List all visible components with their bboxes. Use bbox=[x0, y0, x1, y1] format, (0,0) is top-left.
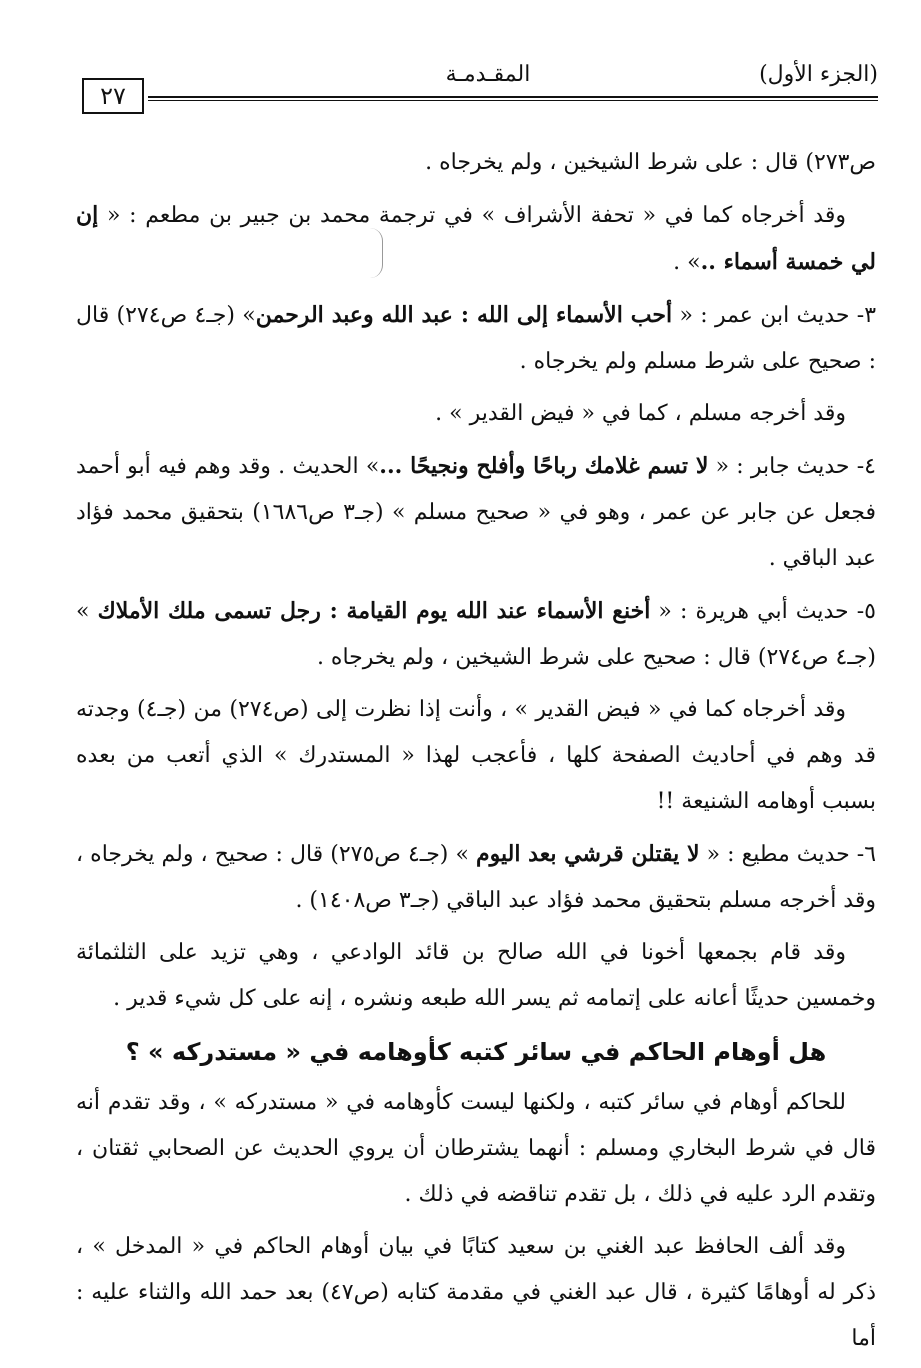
paragraph-text: » (جـ٤ ص٢٧٤) قال : صحيح على شرط الشيخين ، ولم يخرجاه . bbox=[76, 599, 876, 670]
paragraph-p10 bbox=[76, 1080, 876, 1218]
paragraph-text: ص٢٧٣) قال : على شرط الشيخين ، ولم يخرجاه . bbox=[425, 150, 876, 175]
page-number: ٢٧ bbox=[82, 78, 144, 114]
page-header bbox=[78, 58, 878, 118]
paragraph-p1 bbox=[76, 140, 876, 186]
paragraph-text: وقد أخرجاه كما في « تحفة الأشراف » في ترجمة محمد بن جبير بن مطعم : « bbox=[98, 203, 846, 228]
paragraph-p7 bbox=[76, 687, 876, 825]
paragraph-text: ٦- حديث مطيع : « bbox=[699, 842, 877, 867]
header-rule bbox=[148, 96, 878, 98]
paragraph-text: وقد أخرجاه كما في « فيض القدير » ، وأنت إذا نظرت إلى (ص٢٧٤) من (جـ٤) وجدته قد وهم في أحاديث الصفحة كلها ، فأعجب لهذا « المستدرك » الذي أتعب من بعده بسبب أوهامه الشنيعة !! bbox=[76, 697, 876, 814]
paragraph-text: » (جـ٤ ص٢٧٥) قال : صحيح ، ولم يخرجاه ، وقد أخرجه مسلم بتحقيق محمد فؤاد عبد الباقي (جـ٣ ص١٤٠٨) . bbox=[76, 842, 876, 913]
body-text bbox=[76, 140, 876, 1368]
paragraph-p6 bbox=[76, 588, 876, 681]
paragraphs-before-heading bbox=[76, 140, 876, 1022]
hadith-text: إن لي خمسة أسماء .. bbox=[76, 202, 876, 275]
paragraphs-after-heading bbox=[76, 1080, 876, 1362]
paragraph-text: » . bbox=[673, 250, 701, 275]
paragraph-text: ٤- حديث جابر : « bbox=[708, 454, 876, 479]
paragraph-text: وقد قام بجمعها أخونا في الله صالح بن قائد الوادعي ، وهي تزيد على الثلثمائة وخمسين حديثًا أعانه على إتمامه ثم يسر الله طبعه ونشره ، إنه على كل شيء قدير . bbox=[76, 940, 876, 1011]
header-rule-thin bbox=[148, 100, 878, 101]
hadith-text: لا يقتلن قرشي بعد اليوم bbox=[475, 841, 700, 867]
paragraph-text: وقد ألف الحافظ عبد الغني بن سعيد كتابًا في بيان أوهام الحاكم في « المدخل » ، ذكر له أوهامًا كثيرة ، قال عبد الغني في مقدمة كتابه (ص٤٧) بعد حمد الله والثناء عليه : أما bbox=[76, 1234, 876, 1351]
hadith-text: لا تسم غلامك رباحًا وأفلح ونجيحًا ... bbox=[379, 453, 709, 479]
paragraph-text: وقد أخرجه مسلم ، كما في « فيض القدير » . bbox=[435, 401, 846, 426]
paragraph-p5 bbox=[76, 443, 876, 582]
paragraph-p2 bbox=[76, 192, 876, 286]
volume-label: (الجزء الأول) bbox=[759, 62, 878, 87]
section-title: المقـدمـة bbox=[445, 62, 531, 87]
paragraph-p11 bbox=[76, 1224, 876, 1362]
paragraph-text: للحاكم أوهام في سائر كتبه ، ولكنها ليست كأوهامه في « مستدركه » ، وقد تقدم أنه قال في شرط البخاري ومسلم : أنهما يشترطان أن يروي الحديث عن الصحابي ثقتان ، وتقدم الرد عليه في ذلك ، بل تقدم تناقضه في ذلك . bbox=[76, 1090, 876, 1207]
hadith-text: أحب الأسماء إلى الله : عبد الله وعبد الرحمن bbox=[255, 302, 673, 328]
paragraph-text: » الحديث . وقد وهم فيه أبو أحمد فجعل عن جابر عن عمر ، وهو في « صحيح مسلم » (جـ٣ ص١٦٨٦) بتحقيق محمد فؤاد عبد الباقي . bbox=[76, 454, 876, 571]
paragraph-text: ٣- حديث ابن عمر : « bbox=[672, 303, 877, 328]
section-heading: هل أوهام الحاكم في سائر كتبه كأوهامه في « مستدركه » ؟ bbox=[125, 1038, 827, 1066]
paragraph-p4 bbox=[76, 391, 876, 437]
paragraph-p3 bbox=[76, 292, 876, 385]
paragraph-p8 bbox=[76, 831, 876, 924]
hadith-text: أخنع الأسماء عند الله يوم القيامة : رجل تسمى ملك الأملاك bbox=[97, 598, 651, 624]
paragraph-text: ٥- حديث أبي هريرة : « bbox=[650, 599, 876, 624]
paragraph-text: » (جـ٤ ص٢٧٤) قال : صحيح على شرط مسلم ولم يخرجاه . bbox=[76, 303, 876, 374]
paragraph-p9 bbox=[76, 930, 876, 1022]
